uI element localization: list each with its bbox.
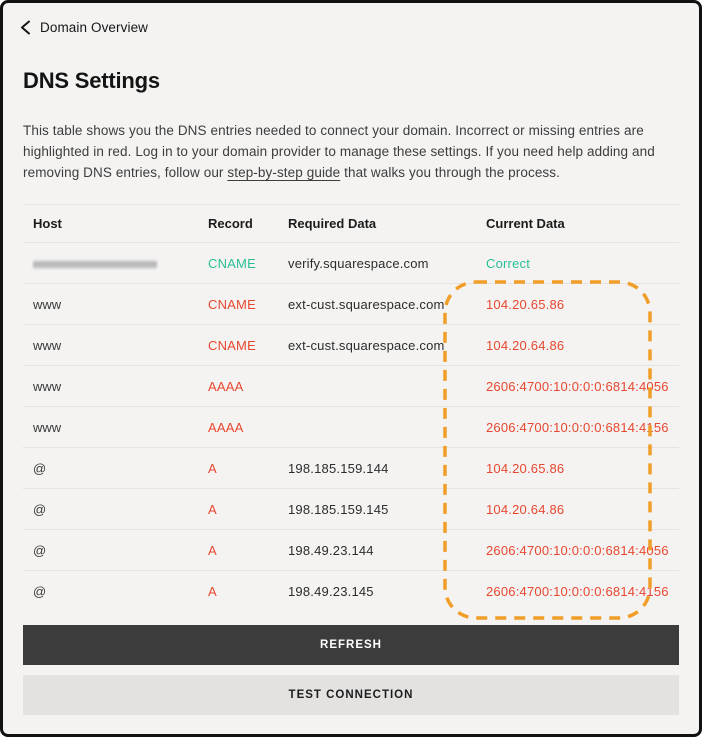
current-data-cell: 104.20.65.86 (486, 296, 565, 312)
test-connection-button[interactable]: TEST CONNECTION (23, 675, 679, 715)
table-row (23, 489, 679, 530)
record-cell: AAAA (208, 419, 244, 435)
required-data-cell: 198.185.159.144 (288, 460, 389, 476)
current-data-cell: 104.20.64.86 (486, 501, 565, 517)
host-cell: www (33, 419, 62, 435)
host-cell: www (33, 296, 62, 312)
table-row (23, 530, 679, 571)
column-header-record: Record (208, 216, 253, 231)
record-cell: A (208, 501, 217, 517)
table-row (23, 407, 679, 448)
description-after-link: that walks you through the process. (340, 165, 560, 180)
current-data-cell: 2606:4700:10:0:0:0:6814:4056 (486, 378, 669, 394)
column-header-required-data: Required Data (288, 216, 377, 231)
refresh-button[interactable]: REFRESH (23, 625, 679, 665)
table-row (23, 325, 679, 366)
record-cell: AAAA (208, 378, 244, 394)
current-data-cell: Correct (486, 255, 531, 271)
table-row (23, 448, 679, 489)
column-header-current-data: Current Data (486, 216, 565, 231)
dns-records-table (23, 204, 679, 612)
description-text (23, 120, 679, 183)
required-data-cell: 198.49.23.144 (288, 542, 374, 558)
redacted-host-value (33, 260, 157, 269)
host-cell: www (33, 337, 62, 353)
required-data-cell: ext-cust.squarespace.com (288, 337, 445, 353)
page-title: DNS Settings (23, 68, 160, 93)
step-by-step-guide-link[interactable]: step-by-step guide (227, 165, 341, 180)
back-link[interactable] (3, 3, 699, 37)
table-row (23, 284, 679, 325)
table-row (23, 571, 679, 612)
table-header-row (23, 205, 679, 243)
table-row (23, 243, 679, 284)
host-cell: @ (33, 542, 47, 558)
record-cell: CNAME (208, 255, 256, 271)
current-data-cell: 104.20.64.86 (486, 337, 565, 353)
host-cell: @ (33, 501, 47, 517)
required-data-cell: 198.185.159.145 (288, 501, 389, 517)
record-cell: CNAME (208, 296, 256, 312)
current-data-cell: 2606:4700:10:0:0:0:6814:4156 (486, 419, 669, 435)
record-cell: CNAME (208, 337, 256, 353)
record-cell: A (208, 584, 217, 599)
table-body (23, 243, 679, 612)
chevron-left-icon (19, 20, 32, 35)
required-data-cell: 198.49.23.145 (288, 584, 374, 599)
host-cell: @ (33, 460, 47, 476)
current-data-cell: 2606:4700:10:0:0:0:6814:4056 (486, 542, 669, 558)
host-cell: @ (33, 584, 47, 599)
required-data-cell: verify.squarespace.com (288, 255, 429, 271)
current-data-cell: 104.20.65.86 (486, 460, 565, 476)
host-cell (33, 256, 208, 271)
host-cell: www (33, 378, 62, 394)
current-data-cell: 2606:4700:10:0:0:0:6814:4156 (486, 584, 669, 599)
description-before-link: This table shows you the DNS entries needed to connect your domain. Incorrect or missing entries are highlighted in red. Log in to your domain provider to manage these settings. If you need help adding and removing DNS entries, follow our (23, 123, 655, 180)
required-data-cell: ext-cust.squarespace.com (288, 296, 445, 312)
record-cell: A (208, 460, 217, 476)
record-cell: A (208, 542, 217, 558)
back-link-label: Domain Overview (40, 19, 149, 35)
table-row (23, 366, 679, 407)
column-header-host: Host (33, 216, 62, 231)
